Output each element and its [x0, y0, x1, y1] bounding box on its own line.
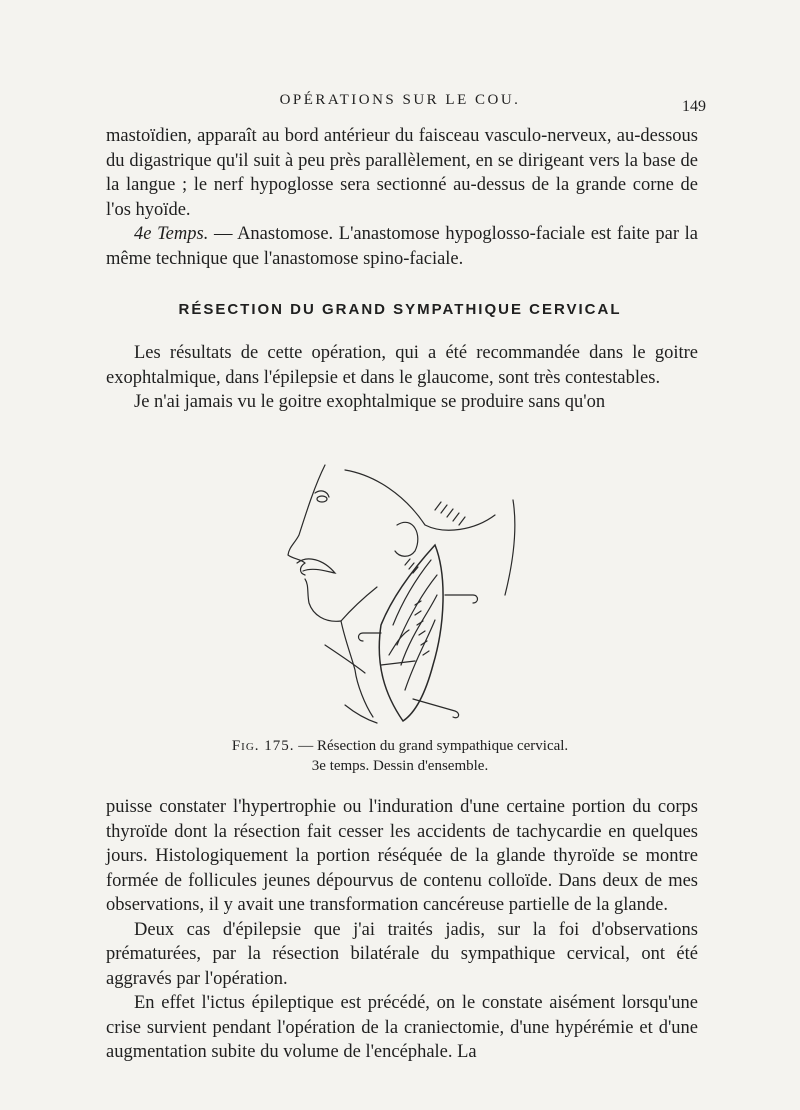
step-paragraph: [106, 222, 698, 271]
text-block-mid: [106, 341, 698, 415]
figure-label: Fig. 175.: [231, 738, 295, 754]
section-heading: RÉSECTION DU GRAND SYMPATHIQUE CERVICAL: [178, 301, 622, 318]
figure-caption: [0, 736, 800, 776]
paragraph: En effet l'ictus épileptique est précédé, on le constate aisément lorsqu'une crise survient pendant l'opération de la craniectomie, d'une hypérémie et d'une augmentation subite du volume de l'encéphale. La: [106, 993, 698, 1062]
neck-dissection-drawing: [285, 455, 520, 735]
page-number: 149: [682, 98, 706, 115]
caption-line-1: [0, 736, 800, 756]
paragraph: puisse constater l'hypertrophie ou l'induration d'une certaine portion du corps thyroïde dont la résection fait cesser les accidents de tachycardie en quelques jours. Histologiquement la portion réséquée de la glande thyroïde se montre formée de follicules jeunes dépourvus de contenu colloïde. Dans deux de mes observations, il y avait une transformation cancéreuse partielle de la glande.: [106, 797, 698, 915]
paragraph: Les résultats de cette opération, qui a été recommandée dans le goitre exophtalmique, dans l'épilepsie et dans le glaucome, sont très contestables.: [106, 343, 698, 388]
caption-text-1: — Résection du grand sympathique cervical.: [294, 738, 569, 754]
paragraph: Je n'ai jamais vu le goitre exophtalmique se produire sans qu'on: [134, 392, 606, 412]
paragraph: Deux cas d'épilepsie que j'ai traités jadis, sur la foi d'observations prématurées, par la résection bilatérale du sympathique cervical, ont été aggravés par l'opération.: [106, 919, 698, 989]
text-block-bottom: [106, 795, 698, 1065]
text-block-top: [106, 124, 698, 271]
surgical-illustration: [285, 455, 520, 735]
step-text: — Anastomose. L'anastomose hypoglosso-faciale est faite par la même technique que l'anastomose spino-faciale.: [106, 224, 698, 269]
paragraph: mastoïdien, apparaît au bord antérieur du faisceau vasculo-nerveux, au-dessous du digastrique qu'il suit à peu près parallèlement, en se dirigeant vers la base de la langue ; le nerf hypoglosse sera sectionné au-dessus de la grande corne de l'os hyoïde.: [106, 126, 698, 220]
running-title: OPÉRATIONS SUR LE COU.: [279, 92, 521, 108]
step-label: 4e Temps.: [134, 224, 209, 244]
caption-line-2: 3e temps. Dessin d'ensemble.: [311, 758, 489, 774]
